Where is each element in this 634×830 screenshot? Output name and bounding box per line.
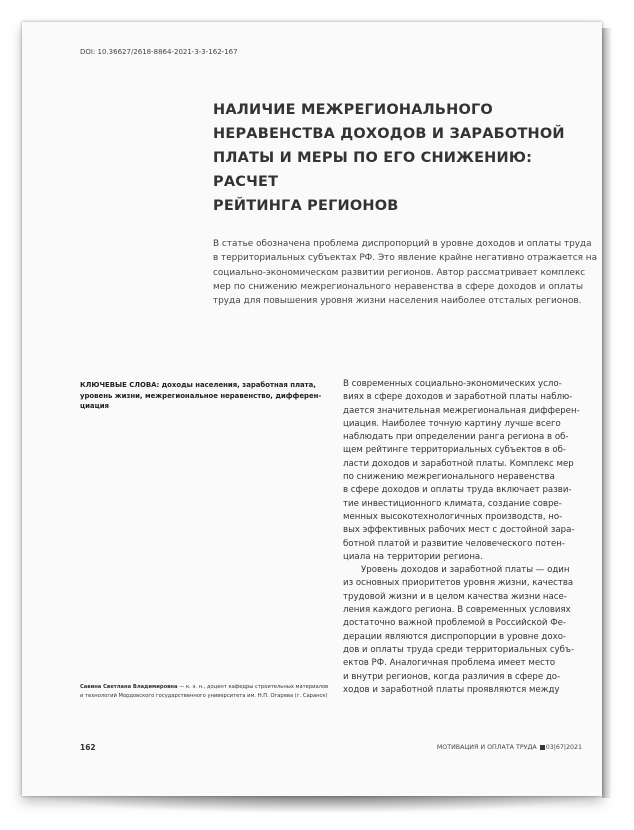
- author-info: [80, 683, 330, 701]
- body-line: из основных приоритетов уровня жизни, качества: [343, 578, 574, 589]
- abstract-line: мер по снижению межрегионального неравенства в сфере доходов и оплаты: [213, 281, 583, 292]
- title-line: НАЛИЧИЕ МЕЖРЕГИОНАЛЬНОГО: [213, 102, 493, 118]
- body-line: ласти доходов и заработной платы. Комплекс мер: [343, 458, 574, 469]
- journal-footer: [437, 744, 582, 751]
- body-line: виях в сфере доходов и заработной платы наблю-: [343, 392, 573, 403]
- journal-issue: 03|67|2021: [545, 744, 582, 751]
- keywords-line: циация: [80, 402, 109, 411]
- body-line: тие инвестиционного климата, создание совре-: [343, 498, 562, 509]
- body-line: циала на территории региона.: [343, 551, 483, 562]
- title-line: НЕРАВЕНСТВА ДОХОДОВ И ЗАРАБОТНОЙ: [213, 126, 565, 142]
- keywords: [80, 380, 322, 412]
- abstract-line: в территориальных субъектах РФ. Это явление крайне негативно отражается на: [213, 253, 598, 264]
- body-line: ходов и заработной платы проявляются между: [343, 684, 560, 695]
- body-line: ектов РФ. Аналогичная проблема имеет место: [343, 658, 556, 669]
- square-separator-icon: [540, 745, 545, 750]
- doi-label: DOI: 10.36627/2618-8864-2021-3-3-162-167: [80, 48, 238, 56]
- abstract-line: труда для повышения уровня жизни населения наиболее отсталых регионов.: [213, 296, 582, 307]
- body-line: достаточно важной проблемой в Российской Фе-: [343, 618, 567, 629]
- body-line: щем рейтинге территориальных субъектов в об-: [343, 445, 566, 456]
- body-line: ботной платой и развитие человеческого потен-: [343, 538, 565, 549]
- article-title: [213, 98, 583, 218]
- body-line: трудовой жизни и в целом качества жизни насе-: [343, 591, 567, 602]
- title-line: РЕЙТИНГА РЕГИОНОВ: [213, 198, 399, 214]
- journal-name: МОТИВАЦИЯ И ОПЛАТА ТРУДА: [436, 744, 537, 751]
- body-line: циация. Наиболее точную картину лучше всего: [343, 418, 561, 429]
- body-line: в сфере доходов и оплаты труда включает разви-: [343, 485, 572, 496]
- abstract: [213, 237, 598, 308]
- author-affiliation-line: и технологий Мордовского государственного университета им. Н.П. Огарева (г. Саранск): [80, 693, 328, 699]
- author-affiliation: — к. э. н., доцент кафедры строительных материалов: [177, 684, 329, 690]
- title-line: ПЛАТЫ И МЕРЫ ПО ЕГО СНИЖЕНИЮ: РАСЧЕТ: [213, 150, 533, 190]
- abstract-line: В статье обозначена проблема диспропорций в уровне доходов и оплаты труда: [213, 239, 592, 249]
- body-line: дерации являются диспропорции в уровне дохо-: [343, 631, 567, 642]
- body-line: вых эффективных рабочих мест с достойной зара-: [343, 525, 575, 536]
- body-line: В современных социально-экономических усло-: [343, 379, 562, 389]
- keywords-line: КЛЮЧЕВЫЕ СЛОВА: доходы населения, заработная плата,: [80, 381, 316, 389]
- page-shadow-right: [602, 28, 612, 798]
- body-line: дов и оплаты труда среди территориальных субъ-: [343, 644, 575, 655]
- body-line: менных высокотехнологичных производств, но-: [343, 511, 563, 522]
- keywords-line: уровень жизни, межрегиональное неравенство, дифферен-: [80, 391, 322, 400]
- page-number: 162: [80, 743, 96, 752]
- body-line: по снижению межрегионального неравенства: [343, 472, 555, 483]
- author-name: Савина Светлана Владимировна: [80, 684, 178, 690]
- body-text: [343, 378, 583, 697]
- abstract-line: социально-экономическом развитии регионов. Автор рассматривает комплекс: [213, 267, 586, 278]
- body-line: и внутри регионов, когда различия в сфере до-: [343, 671, 561, 682]
- body-line: Уровень доходов и заработной платы — один: [361, 565, 570, 576]
- body-line: наблюдать при определении ранга региона в об-: [343, 432, 569, 443]
- body-line: дается значительная межрегиональная дифферен-: [343, 405, 580, 416]
- body-line: ления каждого региона. В современных условиях: [343, 605, 571, 616]
